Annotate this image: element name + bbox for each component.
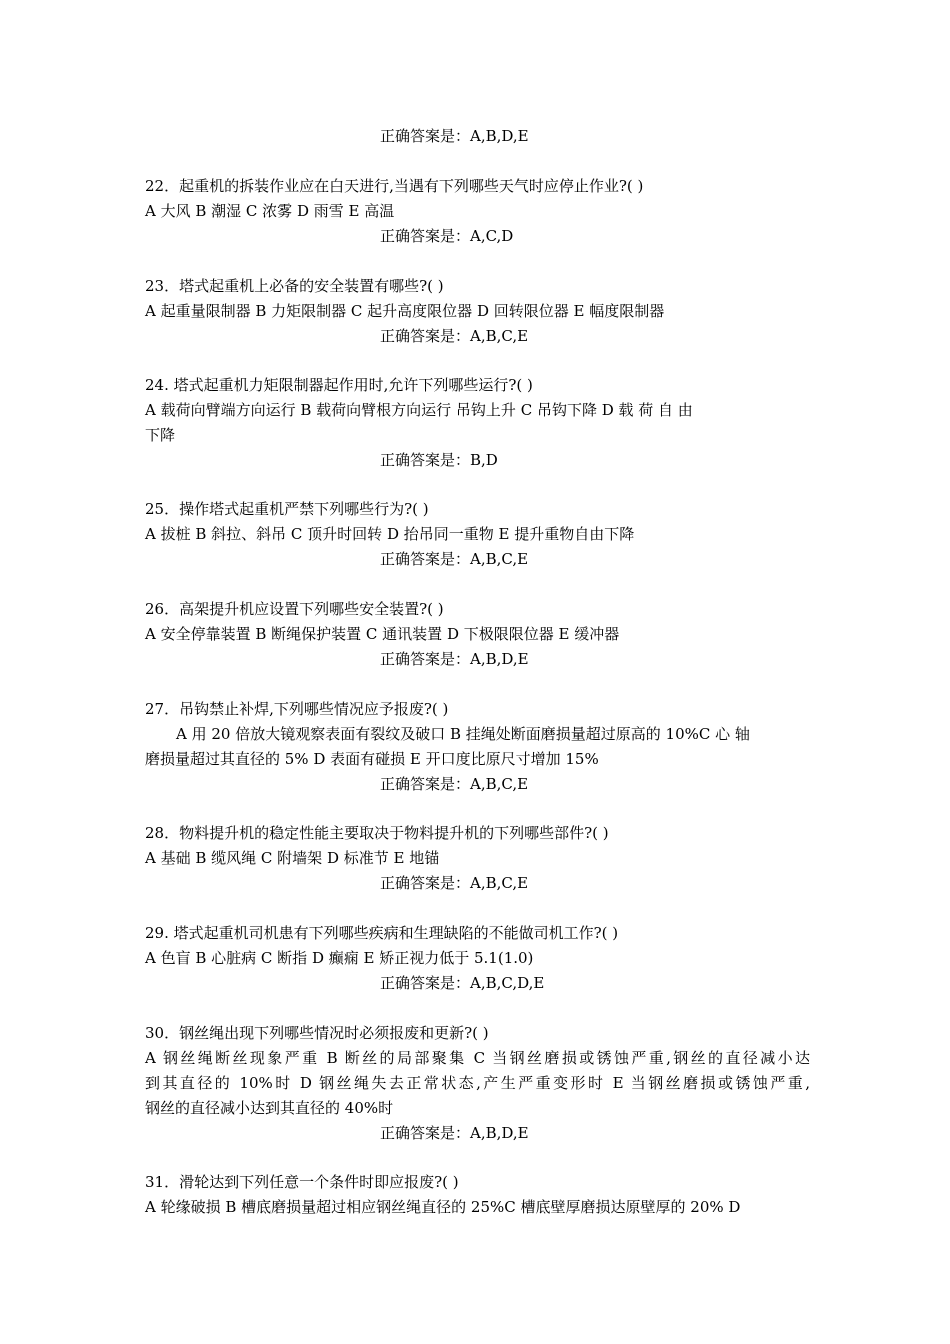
- options-29: A 色盲 B 心脏病 C 断指 D 癫痫 E 矫正视力低于 5.1(1.0): [145, 949, 534, 967]
- question-24: 24. 塔式起重机力矩限制器起作用时,允许下列哪些运行?( ): [145, 376, 533, 394]
- question-29: 29. 塔式起重机司机患有下列哪些疾病和生理缺陷的不能做司机工作?( ): [145, 924, 619, 942]
- options-30-end: 钢丝的直径减小达到其直径的 40%时: [145, 1099, 394, 1117]
- question-26: 26．高架提升机应设置下列哪些安全装置?( ): [145, 600, 444, 618]
- answer-27: 正确答案是：A,B,C,E: [380, 775, 529, 793]
- options-24: A 载荷向臂端方向运行 B 载荷向臂根方向运行 吊钩上升 C 吊钩下降 D 载 荷 自 由: [145, 401, 693, 419]
- question-28: 28．物料提升机的稳定性能主要取决于物料提升机的下列哪些部件?( ): [145, 824, 609, 842]
- answer-22: 正确答案是：A,C,D: [380, 227, 514, 245]
- answer-24: 正确答案是：B,D: [380, 451, 498, 469]
- options-22: A 大风 B 潮湿 C 浓雾 D 雨雪 E 高温: [145, 202, 395, 220]
- options-23: A 起重量限制器 B 力矩限制器 C 起升高度限位器 D 回转限位器 E 幅度限制器: [145, 302, 665, 320]
- options-31: A 轮缘破损 B 槽底磨损量超过相应钢丝绳直径的 25%C 槽底壁厚磨损达原壁厚的 20% D: [145, 1198, 741, 1216]
- options-30-cont: 到其直径的 10%时 D 钢丝绳失去正常状态,产生严重变形时 E 当钢丝磨损或锈蚀严重,: [145, 1074, 810, 1092]
- answer-29: 正确答案是：A,B,C,D,E: [380, 974, 545, 992]
- question-27: 27．吊钩禁止补焊,下列哪些情况应予报废?( ): [145, 700, 449, 718]
- question-23: 23．塔式起重机上必备的安全装置有哪些?( ): [145, 277, 444, 295]
- question-30: 30．钢丝绳出现下列哪些情况时必须报废和更新?( ): [145, 1024, 489, 1042]
- options-28: A 基础 B 缆风绳 C 附墙架 D 标准节 E 地锚: [145, 849, 440, 867]
- answer-28: 正确答案是：A,B,C,E: [380, 874, 529, 892]
- options-30: A 钢丝绳断丝现象严重 B 断丝的局部聚集 C 当钢丝磨损或锈蚀严重,钢丝的直径减小达: [145, 1049, 810, 1067]
- options-24-cont: 下降: [145, 426, 176, 444]
- question-31: 31．滑轮达到下列任意一个条件时即应报废?( ): [145, 1173, 459, 1191]
- options-27-cont: 磨损量超过其直径的 5% D 表面有碰损 E 开口度比原尺寸增加 15%: [145, 750, 599, 768]
- options-27: A 用 20 倍放大镜观察表面有裂纹及破口 B 挂绳处断面磨损量超过原高的 10%C 心 轴: [176, 725, 750, 743]
- answer-23: 正确答案是：A,B,C,E: [380, 327, 529, 345]
- answer-line: 正确答案是：A,B,D,E: [380, 127, 529, 145]
- answer-26: 正确答案是：A,B,D,E: [380, 650, 529, 668]
- options-25: A 拔桩 B 斜拉、斜吊 C 顶升时回转 D 抬吊同一重物 E 提升重物自由下降: [145, 525, 635, 543]
- answer-25: 正确答案是：A,B,C,E: [380, 550, 529, 568]
- options-26: A 安全停靠装置 B 断绳保护装置 C 通讯装置 D 下极限限位器 E 缓冲器: [145, 625, 620, 643]
- answer-30: 正确答案是：A,B,D,E: [380, 1124, 529, 1142]
- question-25: 25．操作塔式起重机严禁下列哪些行为?( ): [145, 500, 429, 518]
- question-22: 22．起重机的拆装作业应在白天进行,当遇有下列哪些天气时应停止作业?( ): [145, 177, 644, 195]
